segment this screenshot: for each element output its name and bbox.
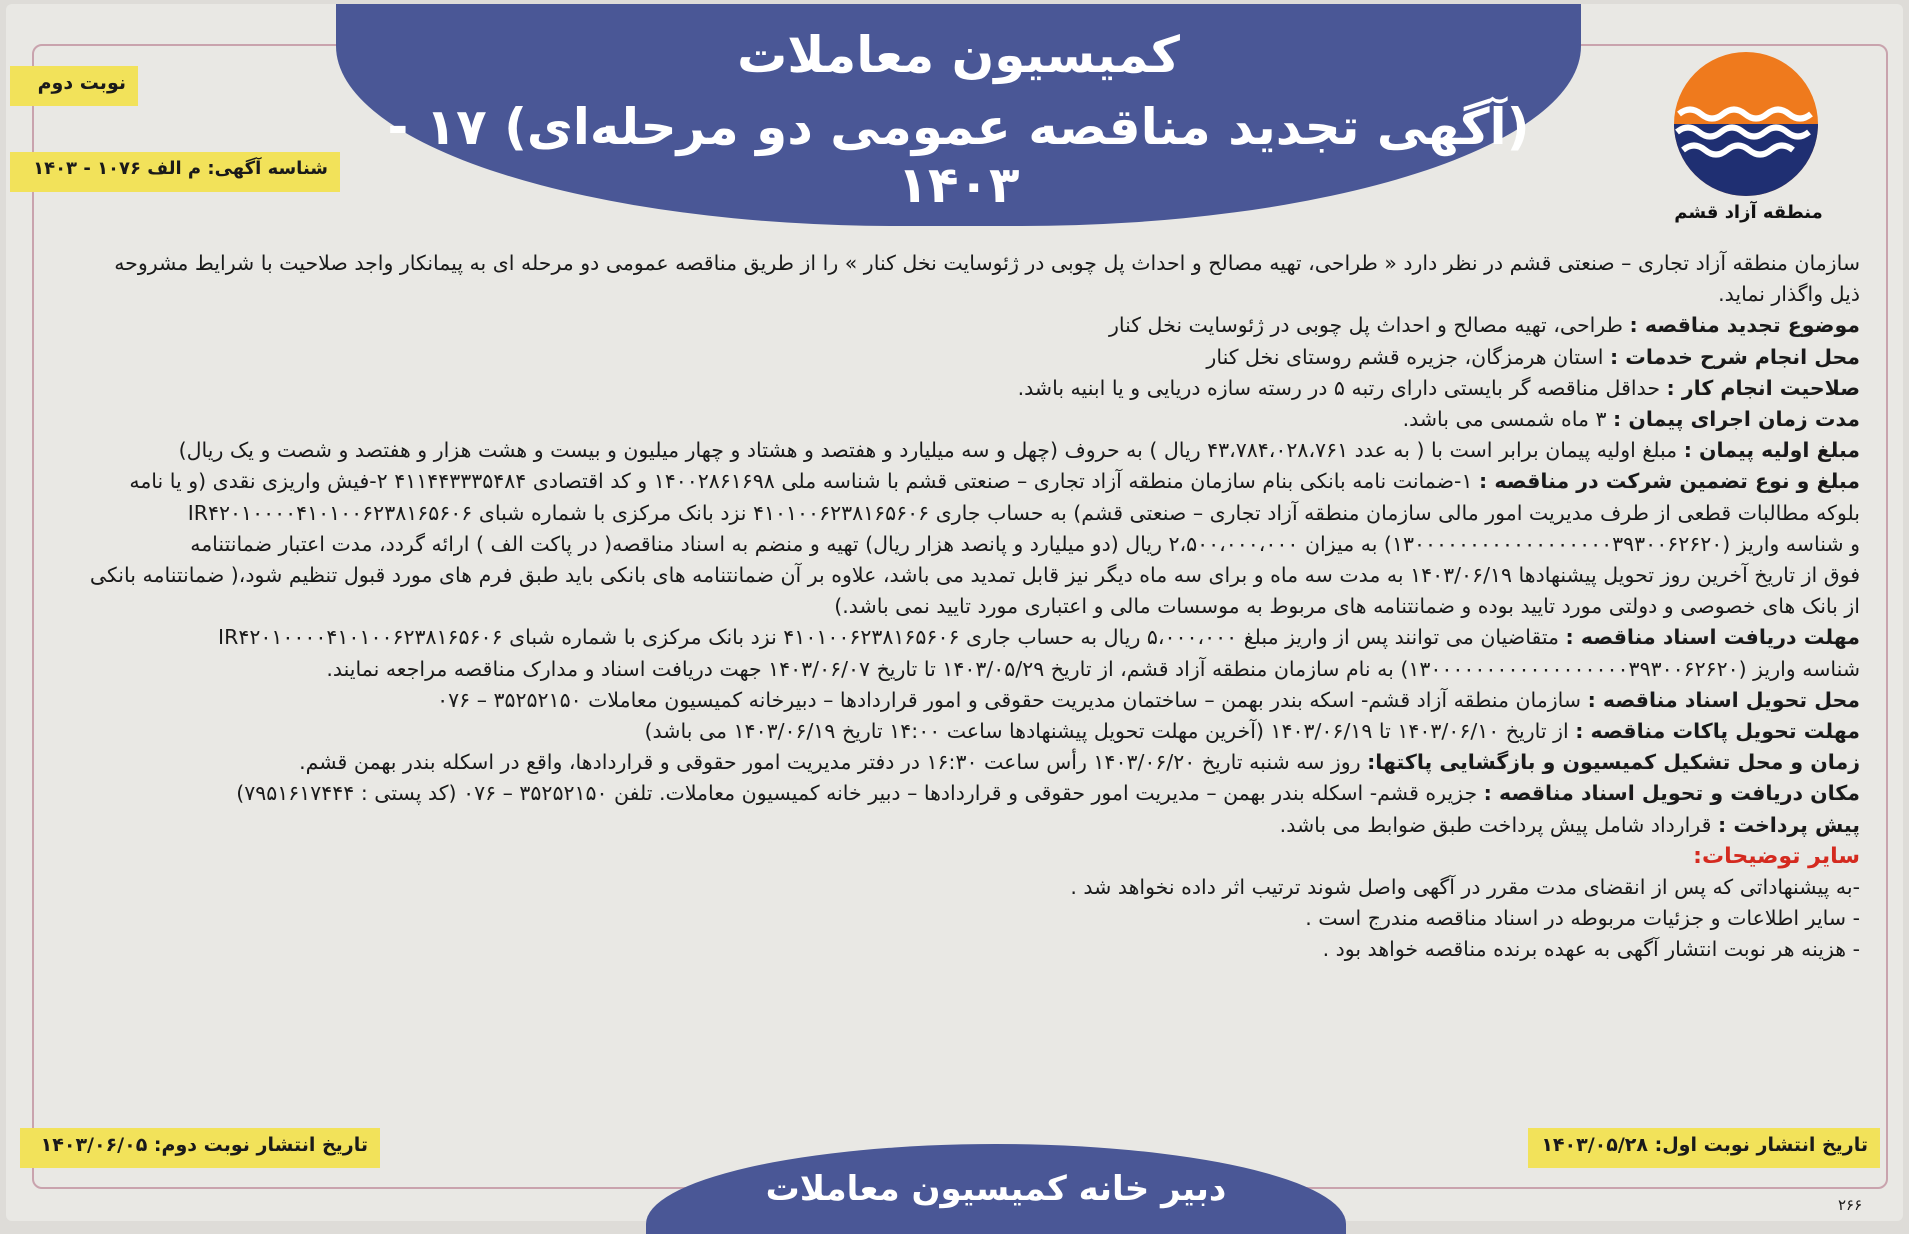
ad-id-badge: شناسه آگهی: م الف ۱۰۷۶ - ۱۴۰۳	[10, 152, 340, 192]
receive-deadline-text: متقاضیان می توانند پس از واریز مبلغ ۵،۰۰۰،۰۰۰ ریال به حساب جاری ۴۱۰۱۰۰۶۲۳۸۱۶۵۶۰۶ نزد بانک مرکزی با شماره شبای IR۴۲۰۱۰۰۰۰۴۱۰۱۰۰۶۲۳۸۱۶۵۶۰۶	[218, 625, 1566, 650]
page-title: کمیسیون معاملات	[737, 26, 1180, 84]
pub-date-first-badge: تاریخ انتشار نوبت اول: ۱۴۰۳/۰۵/۲۸	[1528, 1128, 1880, 1168]
guarantee-line: و شناسه واریز (۱۳۰۰۰۰۰۰۰۰۰۰۰۰۰۰۰۰۰۰۳۹۳۰۰۶۲۶۲۰) به میزان ۲،۵۰۰،۰۰۰،۰۰۰ ریال (دو میلیارد و پانصد هزار ریال) تهیه و منضم به اسناد مناقصه( در پاکت الف ) ارائه گردد، مدت اعتبار ضمانتنامه	[190, 531, 1860, 556]
delivery-place-text: سازمان منطقه آزاد قشم- اسکه بندر بهمن – ساختمان مدیریت حقوقی و امور قراردادها – دبیرخانه کمیسیون معاملات ۳۵۲۵۲۱۵۰ – ۰۷۶	[437, 687, 1588, 712]
prepayment-label: پیش پرداخت :	[1718, 812, 1860, 837]
note-item: - هزینه هر نوبت انتشار آگهی به عهده برنده مناقصه خواهد بود .	[1322, 937, 1860, 962]
location-row	[60, 342, 1860, 373]
location-text: استان هرمزگان، جزیره قشم روستای نخل کنار	[1206, 344, 1610, 369]
intro-line: ذیل واگذار نماید.	[1718, 282, 1860, 307]
qualification-label: صلاحیت انجام کار :	[1666, 375, 1860, 400]
qualification-text: حداقل مناقصه گر بایستی دارای رتبه ۵ در رسته سازه دریایی و یا ابنیه باشد.	[1017, 375, 1667, 400]
prepayment-row	[60, 810, 1860, 841]
guarantee-row	[60, 466, 1860, 497]
subject-label: موضوع تجدید مناقصه :	[1629, 313, 1860, 338]
envelope-deadline-row	[60, 716, 1860, 747]
delivery-place-row	[60, 685, 1860, 716]
envelope-deadline-text: از تاریخ ۱۴۰۳/۰۶/۱۰ تا ۱۴۰۳/۰۶/۱۹ (آخرین مهلت تحویل پیشنهادها ساعت ۱۴:۰۰ تاریخ ۱۴۰۳/۰۶/۱۹ می باشد)	[644, 719, 1576, 744]
ad-body	[60, 248, 1860, 966]
opening-row	[60, 747, 1860, 778]
guarantee-line: فوق از تاریخ آخرین روز تحویل پیشنهادها ۱۴۰۳/۰۶/۱۹ به مدت سه ماه و برای سه ماه دیگر نیز قابل تمدید می باشد، علاوه بر آن ضمانتنامه های بانکی باید طبق فرم های مورد قبول تنظیم شود،( ضمانتنامه بانکی	[89, 563, 1860, 588]
subject-row	[60, 310, 1860, 341]
contact-text: جزیره قشم- اسکله بندر بهمن – مدیریت امور حقوقی و قراردادها – دبیر خانه کمیسیون معاملات. تلفن ۳۵۲۵۲۱۵۰ – ۰۷۶ (کد پستی : ۷۹۵۱۶۱۷۴۴۴)	[236, 781, 1484, 806]
guarantee-line: بلوکه مطالبات قطعی از طرف مدیریت امور مالی سازمان منطقه آزاد تجاری – صنعتی قشم) به حساب جاری ۴۱۰۱۰۰۶۲۳۸۱۶۵۶۰۶ نزد بانک مرکزی با شماره شبای IR۴۲۰۱۰۰۰۰۴۱۰۱۰۰۶۲۳۸۱۶۵۶۰۶	[187, 500, 1860, 525]
amount-text: مبلغ اولیه پیمان برابر است با ( به عدد ۴۳،۷۸۴،۰۲۸،۷۶۱ ریال ) به حروف (چهل و سه میلیارد و هفتصد و هشتاد و چهار میلیون و بیست و هشت هزار و هفتصد و شصت و یک ریال)	[178, 438, 1684, 463]
footer-title: دبیر خانه کمیسیون معاملات	[765, 1169, 1227, 1209]
prepayment-text: قرارداد شامل پیش پرداخت طبق ضوابط می باشد.	[1279, 812, 1718, 837]
guarantee-text: ۱-ضمانت نامه بانکی بنام سازمان منطقه آزاد تجاری – صنعتی قشم با شناسه ملی ۱۴۰۰۲۸۶۱۶۹۸ و کد اقتصادی ۴۱۱۴۴۳۳۳۵۴۸۴ ۲-فیش واریزی نقدی (و یا نامه	[129, 469, 1479, 494]
guarantee-label: مبلغ و نوع تضمین شرکت در مناقصه :	[1478, 469, 1860, 494]
contact-row	[60, 778, 1860, 809]
amount-label: مبلغ اولیه پیمان :	[1683, 438, 1860, 463]
delivery-place-label: محل تحویل اسناد مناقصه :	[1587, 687, 1860, 712]
opening-text: روز سه شنبه تاریخ ۱۴۰۳/۰۶/۲۰ رأس ساعت ۱۶:۳۰ در دفتر مدیریت امور حقوقی و قراردادها، واقع در اسکله بندر بهمن قشم.	[299, 750, 1368, 775]
notes-title: سایر توضیحات:	[1693, 843, 1860, 869]
header-banner	[336, 4, 1581, 226]
duration-row	[60, 404, 1860, 435]
subject-text: طراحی، تهیه مصالح و احداث پل چوبی در ژئوسایت نخل کنار	[1108, 313, 1630, 338]
pub-date-second-badge: تاریخ انتشار نوبت دوم: ۱۴۰۳/۰۶/۰۵	[20, 1128, 380, 1168]
receive-deadline-line: شناسه واریز (۱۳۰۰۰۰۰۰۰۰۰۰۰۰۰۰۰۰۰۰۳۹۳۰۰۶۲۶۲۰) به نام سازمان منطقه آزاد قشم، از تاریخ ۱۴۰۳/۰۵/۲۹ تا تاریخ ۱۴۰۳/۰۶/۰۷ جهت دریافت اسناد و مدارک مناقصه مراجعه نمایند.	[326, 656, 1860, 681]
page-subtitle: (آگهی تجدید مناقصه عمومی دو مرحله‌ای) ۱۷ - ۱۴۰۳	[387, 98, 1530, 214]
receive-deadline-row	[60, 622, 1860, 653]
amount-row	[60, 435, 1860, 466]
logo-caption: منطقه آزاد قشم	[1674, 202, 1823, 223]
qualification-row	[60, 373, 1860, 404]
newspaper-page	[6, 4, 1903, 1221]
envelope-deadline-label: مهلت تحویل پاکات مناقصه :	[1575, 719, 1860, 744]
duration-text: ۳ ماه شمسی می باشد.	[1402, 407, 1614, 432]
duration-label: مدت زمان اجرای پیمان :	[1613, 407, 1860, 432]
guarantee-line: از بانک های خصوصی و دولتی مورد تایید بوده و ضمانتنامه های مربوط به موسسات مالی و اعتباری مورد تایید نمی باشد.)	[834, 594, 1860, 619]
contact-label: مکان دریافت و تحویل اسناد مناقصه :	[1483, 781, 1860, 806]
note-item: - سایر اطلاعات و جزئیات مربوطه در اسناد مناقصه مندرج است .	[1305, 906, 1860, 931]
round-badge: نوبت دوم	[10, 66, 138, 106]
opening-label: زمان و محل تشکیل کمیسیون و بازگشایی پاکتها:	[1367, 750, 1860, 775]
receive-deadline-label: مهلت دریافت اسناد مناقصه :	[1565, 625, 1860, 650]
location-label: محل انجام شرح خدمات :	[1609, 344, 1860, 369]
page-number: ۲۶۶	[1838, 1196, 1863, 1214]
intro-line: سازمان منطقه آزاد تجاری – صنعتی قشم در نظر دارد « طراحی، تهیه مصالح و احداث پل چوبی در ژئوسایت نخل کنار » را از طریق مناقصه عمومی دو مرحله ای به پیمانکار واجد صلاحیت با شرایط مشروحه	[114, 251, 1860, 275]
note-item: -به پیشنهاداتی که پس از انقضای مدت مقرر در آگهی واصل شوند ترتیب اثر داده نخواهد شد .	[1070, 875, 1860, 900]
